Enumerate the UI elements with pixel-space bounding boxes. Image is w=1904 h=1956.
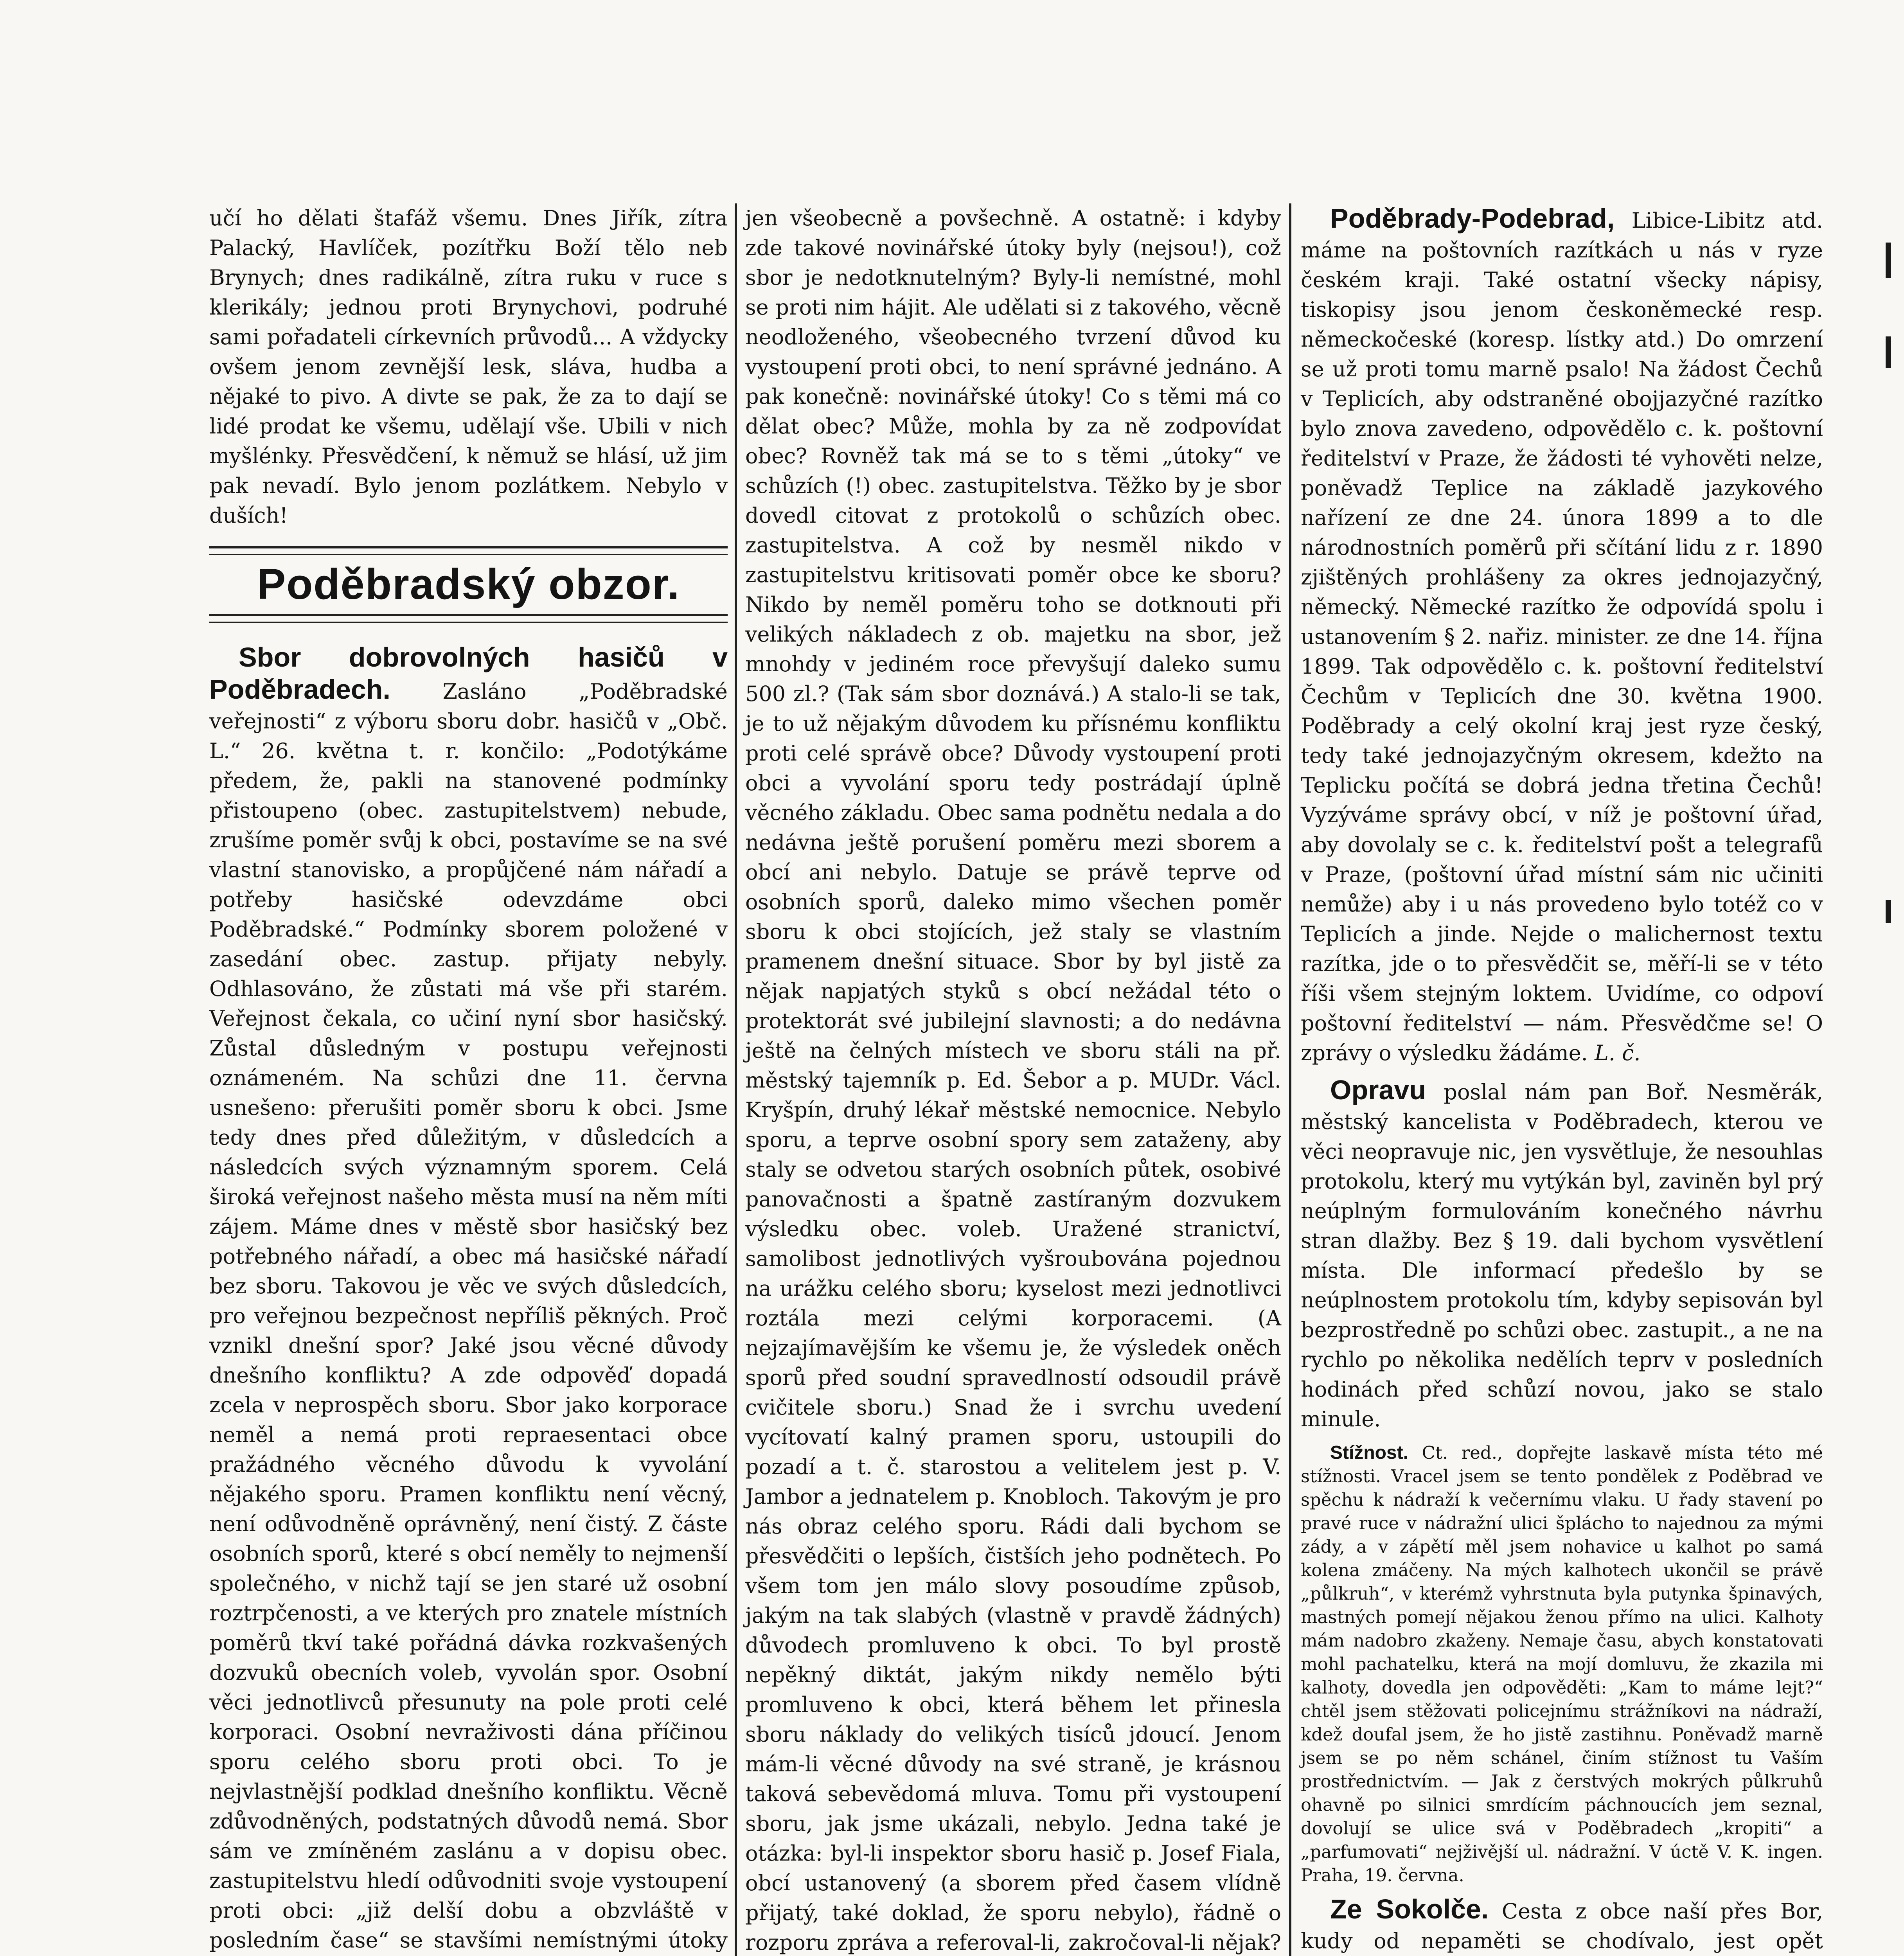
article-correction-body: poslal nám pan Boř. Nesměrák, městský kancelista v Poděbradech, kterou ve věci neopravuje nic, jen vysvětluje, že nesouhlas protokolu, který mu vytýkán byl, zaviněn byl prý neúplným formulováním konečného návrhu stran dlažby. Bez § 19. dali bychom vysvětlení místa. Dle informací předešlo by se neúplnostem protokolu tím, kdyby sepisován byl bezprostředně po schůzi obec. zastupit., a ne na rychlo po několika nedělích teprv v posledních hodinách před schůzí novou, jako se stalo minule. <box>1301 1080 1823 1431</box>
article-hasici <box>209 642 728 1956</box>
article-complaint <box>1301 1441 1823 1887</box>
article-sokolec <box>1301 1894 1823 1956</box>
article-postal-signature: L. č. <box>1594 1041 1641 1065</box>
intro-paragraph: učí ho dělati štafáž všemu. Dnes Jiřík, zítra Palacký, Havlíček, pozítřku Boží tělo neb Brynych; dnes radikálně, zítra ruku v ruce s klerikály; jednou proti Brynychovi, podruhé sami pořadateli církevních průvodů... A vždycky ovšem jenom zevnější lesk, sláva, hudba a nějaké to pivo. A divte se pak, že za to dají se lidé prodat ke všemu, udělají vše. Ubili v nich myšlénky. Přesvědčení, k němuž se hlásí, už jim pak nevadí. Bylo jenom pozlátkem. Nebylo v duších! <box>209 206 728 528</box>
page-edge-mark <box>1886 243 1891 278</box>
article-postal-stamps <box>1301 203 1823 1068</box>
article-sokolec-headline: Ze Sokolče. <box>1330 1894 1489 1924</box>
article-hasici-body: Zasláno „Poděbradské veřejnosti“ z výboru sboru dobr. hasičů v „Obč. L.“ 26. května t. r. končilo: „Podotýkáme předem, že, pakli na stanovené podmínky přistoupeno (obec. zastupitelstvem) nebude, zrušíme poměr svůj k obci, postavíme se na své vlastní stanovisko, a propůjčené nám nářadí a potřeby hasičské odevzdáme obci Poděbradské.“ Podmínky sborem položené v zasedání obec. zastup. přijaty nebyly. Odhlasováno, že zůstati má vše při starém. Veřejnost čekala, co učiní nyní sbor hasičský. Zůstal důsledným v postupu veřejnosti oznámeném. Na schůzi dne 11. června usnešeno: přerušiti poměr sboru k obci. Jsme tedy dnes před důležitým, v důsledcích a následcích svých významným sporem. Celá široká veřejnost našeho města musí na něm míti zájem. Máme dnes v městě sbor hasičský bez potřebného nářadí, a obec má hasičské nářadí bez sboru. Takovou je věc ve svých důsledcích, pro veřejnou bezpečnost nepříliš pěkných. Proč vznikl dnešní spor? Jaké jsou věcné důvody dnešního konfliktu? A zde odpověď dopadá zcela v neprospěch sboru. Sbor jako korporace neměl a nemá proti repraesentaci obce pražádného věcného důvodu k vyvolání nějakého sporu. Pramen konfliktu není věcný, není odůvodněně oprávněný, není čistý. Z částe osobních sporů, které s obcí neměly to nejmenší společného, v nichž tají se jen staré už osobní roztrpčenosti, a ve kterých pro znatele místních poměrů tkví také pořádná dávka rozkvašených dozvuků obecních voleb, vyvolán spor. Osobní věci jednotlivců přesunuty na pole proti celé korporaci. Osobní nevraživosti dána příčinou sporu celého sboru proti obci. To je nejvlastnější podklad dnešního konfliktu. Věcně zdůvodněných, podstatných důvodů nemá. Sbor sám ve zmíněném zaslánu a v dopisu obec. zastupitelstvu hledí odůvodniti svoje vystoupení proti obci: „již delší dobu a obzvláště v posledním čase“ se stavšími nemístnými útoky <box>209 679 728 1952</box>
page-edge-mark <box>1886 900 1891 923</box>
section-title-rule-bottom <box>209 614 728 623</box>
article-postal-headline: Poděbrady-Podebrad, <box>1330 203 1615 234</box>
section-title-rule-top <box>209 546 728 555</box>
column-rule-1 <box>735 203 737 1956</box>
article-correction-headline: Opravu <box>1330 1075 1426 1105</box>
column-right <box>1301 203 1823 1956</box>
article-sokolec-body: Cesta z obce naší přes Bor, kudy od nepaměti se chodívalo, jest opět <box>1301 1899 1823 1953</box>
column-rule-2 <box>1289 203 1291 1956</box>
page-edge-mark <box>1886 336 1891 368</box>
article-correction <box>1301 1075 1823 1434</box>
article-complaint-headline: Stížnost. <box>1330 1442 1408 1463</box>
article-complaint-body: Ct. red., dopřejte laskavě místa této mé stížnosti. Vracel jsem se tento pondělek z Poděbrad ve spěchu k nádraží k večernímu vlaku. U řady stavení po pravé ruce v nádražní ulici šplácho to najednou za mými zády, a v zápětí měl jsem nohavice u kalhot po samá kolena zmáčeny. Na mých kalhotech ukončil se právě „půlkruh“, v kterémž vyhrstnuta byla putynka špinavých, mastných pomejí nějakou ženou přímo na ulici. Kalhoty mám nadobro zkaženy. Nemaje času, abych konstatovati mohl pachatelku, která na mojí domluvu, že zkazila mi kalhoty, dovedla jen odpověděti: „Kam to máme lejt?“ chtěl jsem stěžovati policejnímu strážníkovi na nádraží, kdež doufal jsem, že ho jistě zastihnu. Poněvadž marně jsem se po něm schánel, činím stížnost tu Vaším prostřednictvím. — Jak z čerstvých mokrých půlkruhů ohavně po silnici smrdícím páchnoucích jem seznal, dovolují se ulice svá v Poděbradech „kropiti“ a „parfumovati“ nejživější ul. nádražní. V úctě V. K. ingen. Praha, 19. června. <box>1301 1442 1823 1886</box>
column-middle <box>745 203 1281 1956</box>
section-title-box <box>209 546 728 623</box>
section-title: Poděbradský obzor. <box>257 560 680 608</box>
column-left <box>209 203 728 1956</box>
article-postal-body: Libice-Libitz atd. máme na poštovních razítkách u nás v ryze českém kraji. Také ostatní všecky nápisy, tiskopisy jsou jenom českoněmecké resp. německočeské (koresp. lístky atd.) Do omrzení se už proti tomu marně psalo! Na žádost Čechů v Teplicích, aby odstraněné obojjazyčné razítko bylo znova zavedeno, odpovědělo c. k. poštovní ředitelství v Praze, že žádosti té vyhověti nelze, poněvadž Teplice na základě jazykového nařízení ze dne 24. února 1899 a to dle národnostních poměrů při sčítání lidu z r. 1890 zjištěných prohlášeny za okres jednojazyčný, německý. Německé razítko že odpovídá spolu i ustanovením § 2. nařiz. minister. ze dne 14. října 1899. Tak odpovědělo c. k. poštovní ředitelství Čechům v Teplicích dne 30. května 1900. Poděbrady a celý okolní kraj jest ryze český, tedy také jednojazyčným okresem, kdežto na Teplicku počítá se dobrá jedna třetina Čechů! Vyzýváme správy obcí, v níž je poštovní úřad, aby dovolaly se c. k. ředitelství pošt a telegrafů v Praze, (poštovní úřad místní sám nic učiniti nemůže) aby i u nás provedeno bylo totéž co v Teplicích a jinde. Nejde o malichernost textu razítka, jde o to přesvědčit se, měří-li se v této říši všem stejným loktem. Uvidíme, co odpoví poštovní ředitelství — nám. Přesvědčme se! O zprávy o výsledku žádáme. <box>1301 208 1823 1065</box>
article-continuation: jen všeobecně a povšechně. A ostatně: i kdyby zde takové novinářské útoky byly (nejsou!), což sbor je nedotknutelným? Byly-li nemístné, mohl se proti nim hájit. Ale udělati si z takového, věcně neodloženého, všeobecného tvrzení důvod ku vystoupení proti obci, to není správné jednáno. A pak konečně: novinářské útoky! Co s těmi má co dělat obec? Může, mohla by za ně zodpovídat obec? Rovněž tak má se to s těmi „útoky“ ve schůzích (!) obec. zastupitelstva. Těžko by je sbor dovedl citovat z protokolů o schůzích obec. zastupitelstva. A což by nesměl nikdo v zastupitelstvu kritisovati poměr obce ke sboru? Nikdo by neměl poměru toho se dotknouti při velikých nákladech z ob. majetku na sbor, jež mnohdy v jediném roce převyšují daleko sumu 500 zl.? (Tak sám sbor doznává.) A stalo-li se tak, je to už nějakým důvodem ku přísnému konfliktu proti celé správě obce? Důvody vystoupení proti obci a vyvolání sporu tedy postrádají úplně věcného základu. Obec sama podnětu nedala a do nedávna ještě porušení poměru mezi sborem a obcí ani nebylo. Datuje se právě teprve od osobních sporů, daleko mimo všechen poměr sboru k obci stojících, jež staly se vlastním pramenem dnešní situace. Sbor by byl jistě za nějak napjatých styků s obcí nežádal této o protektorát své jubilejní slavnosti; a do nedávna ještě na čelných místech ve sboru stáli na př. městský tajemník p. Ed. Šebor a p. MUDr. Václ. Kryšpín, druhý lékař městské nemocnice. Nebylo sporu, a teprve osobní spory sem zataženy, aby staly se odvetou starých osobních půtek, osobivé panovačnosti a špatně zastíraným dozvukem výsledku obec. voleb. Uražené stranictví, samolibost jednotlivých vyšroubována pojednou na urážku celého sboru; kyselost mezi jednotlivci roztála mezi celými korporacemi. (A nejzajímavějším ke všemu je, že výsledek oněch sporů před soudní spravedlností odsoudil právě cvičitele sboru.) Snad že i svrchu uvedení vycítovatí kalný pramen sporu, ustoupili do pozadí a t. č. starostou a velitelem jest p. V. Jambor a jednatelem p. Knobloch. Takovým je pro nás obraz celého sporu. Rádi dali bychom se přesvědčiti o lepších, čistších jeho podnětech. Po všem tom jen málo slovy posoudíme způsob, jakým na tak slabých (vlastně v pravdě žádných) důvodech promluveno k obci. To byl prostě nepěkný diktát, jakým nikdy nemělo býti promluveno k obci, která během let přinesla sboru náklady do velikých tisíců jdoucí. Jenom mám-li věcné důvody na své straně, je krásnou taková sebevědomá mluva. Tomu při vystoupení sboru, jak jsme ukázali, nebylo. Jedna také je otázka: byl-li inspektor sboru hasič p. Josef Fiala, obcí ustanovený (a sborem před časem vlídně přijatý, také doklad, že sporu nebylo), řádně o rozporu zpráva a referoval-li, zakročoval-li nějak? <box>745 206 1281 1955</box>
article-hasici-headline: Sbor dobrovolných hasičů v Poděbradech. <box>209 642 728 705</box>
